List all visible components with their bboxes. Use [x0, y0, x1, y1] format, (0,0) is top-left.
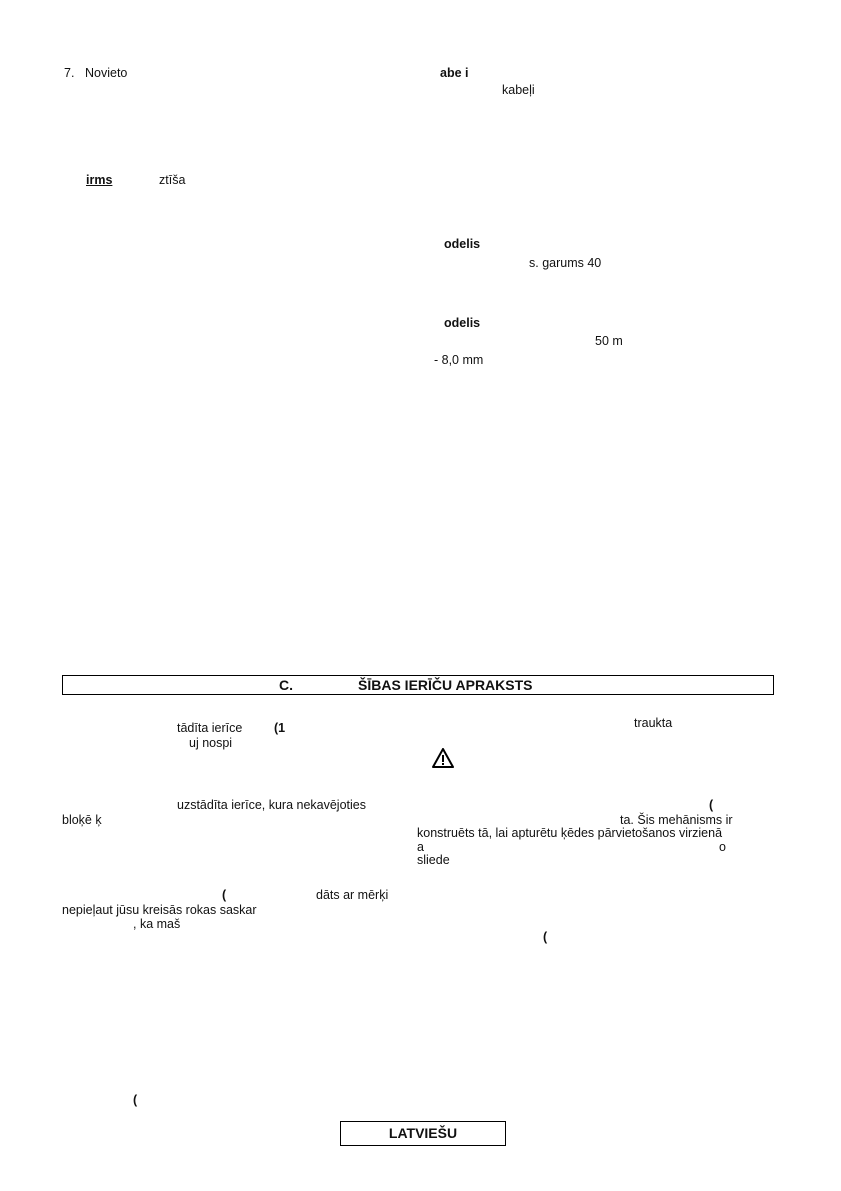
- lower-right-line-2: ta. Šis mehānisms ir: [620, 813, 733, 827]
- pirms-text: ztīša: [159, 173, 186, 187]
- lower-right-line-2-ref: (: [709, 798, 714, 812]
- lower-left-line-3: uzstādīta ierīce, kura nekavējoties: [177, 798, 366, 812]
- lower-right-line-3: konstruēts tā, lai apturētu ķēdes pārvietošanos virzienā: [417, 826, 723, 840]
- lower-left-line-8-ref: (: [133, 1093, 138, 1107]
- lower-right-line-5: sliede: [417, 853, 450, 867]
- lower-right-line-4-b: o: [719, 840, 726, 854]
- lower-left-line-5-ref: (: [222, 888, 227, 902]
- lower-left-line-1-ref: (1: [274, 721, 286, 735]
- model-2-text: 50 m: [595, 334, 623, 348]
- lower-left-line-7: , ka maš: [133, 917, 181, 931]
- cable-heading: abe i: [440, 66, 469, 80]
- lower-left-line-1: tādīta ierīce: [177, 721, 243, 735]
- cable-text: kabeļi: [502, 83, 535, 97]
- model-2-heading: odelis: [444, 316, 481, 330]
- section-title: ŠĪBAS IERĪČU APRAKSTS: [358, 677, 533, 693]
- model-1-heading: odelis: [444, 237, 481, 251]
- lower-left-line-6: nepieļaut jūsu kreisās rokas saskar: [62, 903, 257, 917]
- model-1-text: s. garums 40: [529, 256, 602, 270]
- lower-right-line-1: traukta: [634, 716, 673, 730]
- language-footer: LATVIEŠU: [340, 1121, 506, 1146]
- lower-right-line-6-ref: (: [543, 930, 548, 944]
- lower-left-line-2: uj nospi: [189, 736, 233, 750]
- item-7-number: 7.: [64, 66, 75, 80]
- pirms-heading: irms: [86, 173, 113, 187]
- section-letter: C.: [279, 677, 293, 693]
- item-7-text: Novieto: [85, 66, 128, 80]
- lower-right-line-4-a: a: [417, 840, 424, 854]
- lower-left-line-4: bloķē ķ: [62, 813, 102, 827]
- model-2-text-2: - 8,0 mm: [434, 353, 484, 367]
- lower-left-line-5: dāts ar mērķi: [316, 888, 389, 902]
- warning-icon: [432, 748, 454, 768]
